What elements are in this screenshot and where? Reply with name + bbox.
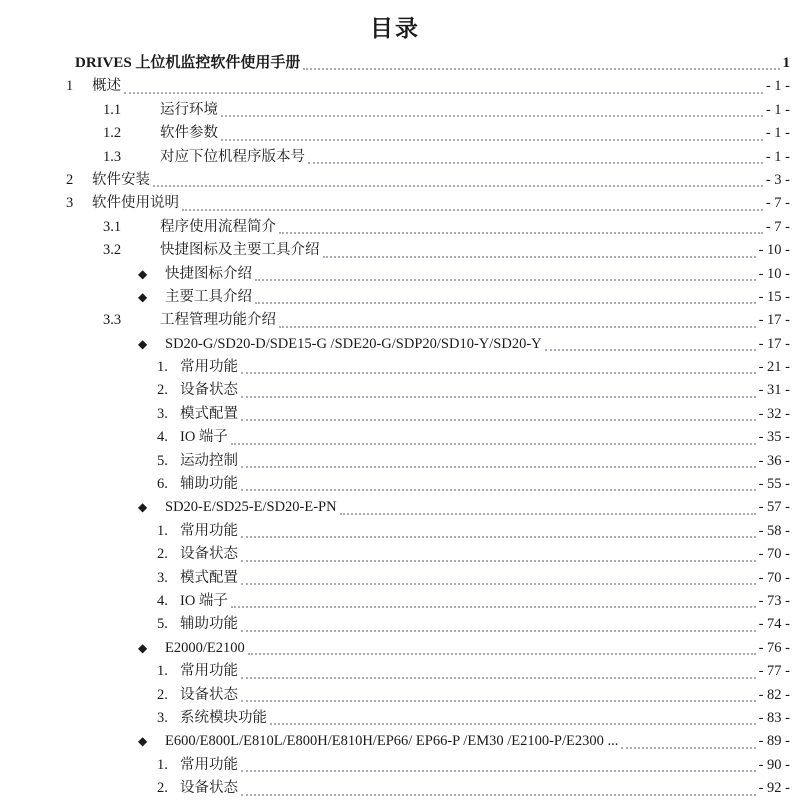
diamond-bullet-icon: ◆ xyxy=(138,640,148,655)
dotted-leader xyxy=(238,473,759,496)
toc-entry-number: 3.1 xyxy=(103,218,122,235)
toc-entry-label: 设备状态 xyxy=(180,780,238,797)
toc-entry-number: 3 xyxy=(66,195,74,212)
toc-entry-page: - 70 - xyxy=(758,569,790,586)
toc-entry xyxy=(0,754,800,777)
toc-entry-label: 主要工具介绍 xyxy=(165,288,252,305)
toc-entry-page: - 35 - xyxy=(758,429,790,446)
dotted-leader xyxy=(238,660,759,683)
dotted-leader xyxy=(267,707,759,730)
dotted-leader xyxy=(238,777,759,800)
toc-entry-page: 1 xyxy=(782,55,790,71)
toc-entry-label: 常用功能 xyxy=(180,359,238,376)
toc-entry-number: 4. xyxy=(157,592,168,609)
toc-entry-page: - 73 - xyxy=(758,592,790,609)
dotted-leader xyxy=(238,567,759,590)
dotted-leader xyxy=(276,309,759,332)
toc-entry-page: - 7 - xyxy=(765,195,790,212)
toc-entry-number: 1.1 xyxy=(103,101,122,118)
toc-entry-label: 设备状态 xyxy=(180,382,238,399)
toc-entry-label: E2000/E2100 xyxy=(165,639,245,656)
toc-entry-number: 2. xyxy=(157,686,168,703)
toc-entry-page: - 1 - xyxy=(765,101,790,118)
toc-entry-label: 快捷图标介绍 xyxy=(165,265,252,282)
dotted-leader xyxy=(252,263,759,286)
toc-list xyxy=(0,52,800,800)
dotted-leader xyxy=(238,520,759,543)
toc-entry-number: 3.3 xyxy=(103,312,122,329)
toc-entry-label: 对应下位机程序版本号 xyxy=(160,148,305,165)
toc-entry-label: IO 端子 xyxy=(180,592,228,609)
toc-entry-number: 1. xyxy=(157,522,168,539)
toc-entry xyxy=(0,426,800,449)
toc-entry-number: 1.2 xyxy=(103,125,122,142)
toc-entry-page: - 57 - xyxy=(758,499,790,516)
dotted-leader xyxy=(300,52,782,75)
toc-entry xyxy=(0,169,800,192)
toc-entry-label: 运动控制 xyxy=(180,452,238,469)
toc-entry xyxy=(0,473,800,496)
dotted-leader xyxy=(238,356,759,379)
diamond-bullet-icon: ◆ xyxy=(138,336,148,351)
toc-entry-label: 软件安装 xyxy=(92,171,150,188)
toc-entry-number: 2 xyxy=(66,171,74,188)
toc-entry-page: - 31 - xyxy=(758,382,790,399)
toc-entry xyxy=(0,263,800,286)
toc-entry xyxy=(0,192,800,215)
toc-entry xyxy=(0,567,800,590)
toc-entry xyxy=(0,684,800,707)
toc-entry-page: - 15 - xyxy=(758,288,790,305)
toc-entry xyxy=(0,239,800,262)
diamond-bullet-icon: ◆ xyxy=(138,500,148,515)
dotted-leader xyxy=(252,286,759,309)
toc-entry-label: 设备状态 xyxy=(180,686,238,703)
dotted-leader xyxy=(337,496,759,519)
toc-entry-page: - 77 - xyxy=(758,663,790,680)
toc-entry xyxy=(0,403,800,426)
diamond-bullet-icon: ◆ xyxy=(138,289,148,304)
toc-entry-number: 2. xyxy=(157,780,168,797)
toc-entry-number: 1. xyxy=(157,359,168,376)
toc-entry-label: E600/E800L/E810L/E800H/E810H/EP66/ EP66-P /EM30 /E2100-P/E2300 ... xyxy=(165,733,619,750)
toc-entry-number: 1.3 xyxy=(103,148,122,165)
dotted-leader xyxy=(238,684,759,707)
toc-entry xyxy=(0,356,800,379)
toc-entry-page: - 1 - xyxy=(765,78,790,95)
toc-entry-page: - 10 - xyxy=(758,265,790,282)
toc-entry xyxy=(0,52,800,75)
toc-entry-number: 3. xyxy=(157,709,168,726)
toc-entry-label: 辅助功能 xyxy=(180,616,238,633)
toc-entry-number: 5. xyxy=(157,616,168,633)
toc-entry-label: 系统模块功能 xyxy=(180,709,267,726)
toc-entry xyxy=(0,450,800,473)
toc-entry-page: - 55 - xyxy=(758,476,790,493)
toc-entry-label: 概述 xyxy=(92,78,121,95)
toc-entry-number: 1. xyxy=(157,663,168,680)
toc-entry xyxy=(0,520,800,543)
toc-entry-number: 5. xyxy=(157,452,168,469)
toc-entry-label: 模式配置 xyxy=(180,405,238,422)
toc-entry xyxy=(0,613,800,636)
dotted-leader xyxy=(228,590,759,613)
toc-entry-label: DRIVES 上位机监控软件使用手册 xyxy=(75,55,301,71)
dotted-leader xyxy=(218,122,766,145)
toc-entry-number: 3. xyxy=(157,405,168,422)
dotted-leader xyxy=(238,450,759,473)
toc-entry xyxy=(0,707,800,730)
toc-entry xyxy=(0,496,800,519)
toc-entry-page: - 7 - xyxy=(765,218,790,235)
toc-entry xyxy=(0,216,800,239)
toc-entry xyxy=(0,777,800,800)
dotted-leader xyxy=(320,239,759,262)
toc-entry-page: - 76 - xyxy=(758,639,790,656)
toc-entry-label: 常用功能 xyxy=(180,522,238,539)
toc-entry-number: 1. xyxy=(157,756,168,773)
toc-entry xyxy=(0,286,800,309)
toc-entry-number: 3.2 xyxy=(103,242,122,259)
toc-entry-page: - 83 - xyxy=(758,709,790,726)
dotted-leader xyxy=(238,754,759,777)
toc-entry-label: SD20-E/SD25-E/SD20-E-PN xyxy=(165,499,337,516)
toc-title: 目录 xyxy=(370,16,420,41)
toc-entry-number: 1 xyxy=(66,78,74,95)
dotted-leader xyxy=(542,333,759,356)
toc-entry-page: - 74 - xyxy=(758,616,790,633)
toc-entry-label: 辅助功能 xyxy=(180,476,238,493)
toc-entry-page: - 32 - xyxy=(758,405,790,422)
toc-entry-page: - 90 - xyxy=(758,756,790,773)
toc-entry-label: 常用功能 xyxy=(180,756,238,773)
toc-entry-page: - 89 - xyxy=(758,733,790,750)
toc-entry-page: - 21 - xyxy=(758,359,790,376)
toc-entry-number: 3. xyxy=(157,569,168,586)
toc-entry-page: - 36 - xyxy=(758,452,790,469)
toc-entry-page: - 1 - xyxy=(765,148,790,165)
toc-entry-number: 6. xyxy=(157,476,168,493)
toc-entry-label: SD20-G/SD20-D/SDE15-G /SDE20-G/SDP20/SD10-Y/SD20-Y xyxy=(165,335,542,352)
toc-entry-number: 2. xyxy=(157,546,168,563)
diamond-bullet-icon: ◆ xyxy=(138,266,148,281)
diamond-bullet-icon: ◆ xyxy=(138,734,148,749)
toc-entry-label: 软件参数 xyxy=(160,125,218,142)
dotted-leader xyxy=(228,426,759,449)
toc-entry-label: 运行环境 xyxy=(160,101,218,118)
toc-entry-page: - 17 - xyxy=(758,312,790,329)
toc-entry-label: 程序使用流程简介 xyxy=(160,218,276,235)
toc-entry xyxy=(0,146,800,169)
toc-entry-page: - 1 - xyxy=(765,125,790,142)
toc-entry-page: - 92 - xyxy=(758,780,790,797)
dotted-leader xyxy=(238,613,759,636)
dotted-leader xyxy=(276,216,766,239)
dotted-leader xyxy=(238,403,759,426)
dotted-leader xyxy=(121,75,766,98)
toc-entry-page: - 17 - xyxy=(758,335,790,352)
dotted-leader xyxy=(179,192,766,215)
toc-entry-page: - 70 - xyxy=(758,546,790,563)
toc-entry xyxy=(0,75,800,98)
toc-entry-label: 工程管理功能介绍 xyxy=(160,312,276,329)
toc-entry xyxy=(0,122,800,145)
toc-entry xyxy=(0,543,800,566)
toc-entry-page: - 10 - xyxy=(758,242,790,259)
dotted-leader xyxy=(245,637,759,660)
toc-entry-label: 快捷图标及主要工具介绍 xyxy=(160,242,320,259)
toc-entry-label: 模式配置 xyxy=(180,569,238,586)
toc-entry-label: 软件使用说明 xyxy=(92,195,179,212)
toc-entry xyxy=(0,309,800,332)
toc-entry-page: - 58 - xyxy=(758,522,790,539)
toc-entry-label: 设备状态 xyxy=(180,546,238,563)
toc-entry xyxy=(0,333,800,356)
dotted-leader xyxy=(305,146,766,169)
toc-entry xyxy=(0,379,800,402)
toc-entry-label: IO 端子 xyxy=(180,429,228,446)
dotted-leader xyxy=(218,99,766,122)
toc-entry xyxy=(0,99,800,122)
toc-entry-number: 4. xyxy=(157,429,168,446)
toc-entry xyxy=(0,730,800,753)
dotted-leader xyxy=(238,379,759,402)
toc-entry-page: - 3 - xyxy=(765,171,790,188)
dotted-leader xyxy=(238,543,759,566)
dotted-leader xyxy=(150,169,766,192)
toc-entry-page: - 82 - xyxy=(758,686,790,703)
toc-entry xyxy=(0,590,800,613)
toc-entry-number: 2. xyxy=(157,382,168,399)
toc-entry xyxy=(0,660,800,683)
toc-entry xyxy=(0,637,800,660)
dotted-leader xyxy=(618,730,758,753)
toc-entry-label: 常用功能 xyxy=(180,663,238,680)
